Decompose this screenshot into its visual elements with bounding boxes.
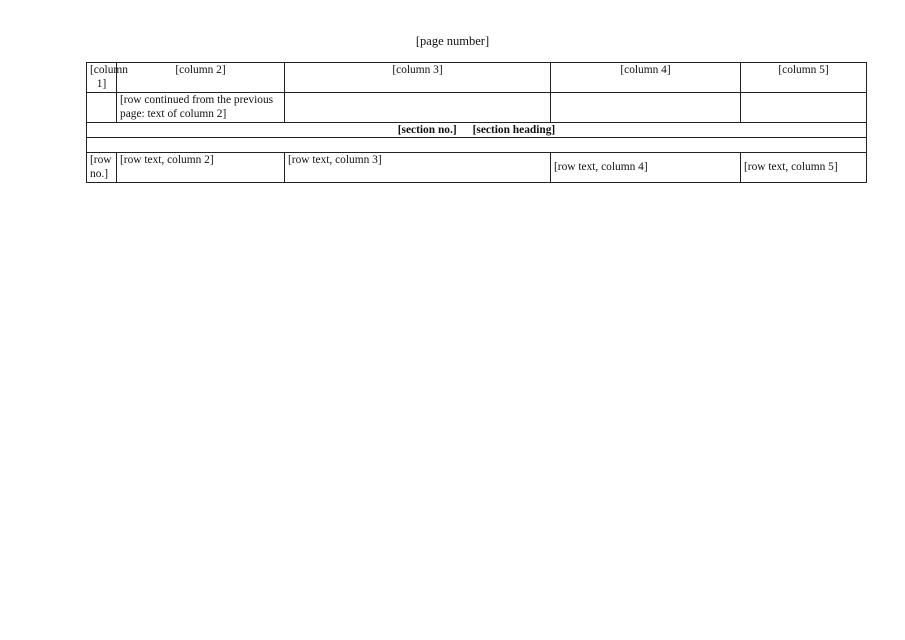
section-heading-row (87, 122, 867, 137)
column-header-4: [column 4] (551, 63, 741, 93)
cell-number: [row no.] (87, 153, 117, 183)
section-title: [section heading] (472, 123, 556, 136)
table-row (87, 92, 867, 122)
column-header-1: [column 1] (87, 63, 117, 93)
document-table (86, 62, 867, 183)
column-header-5: [column 5] (741, 63, 867, 93)
cell-number (87, 92, 117, 122)
cell-deadline: [row text, column 4] (551, 153, 741, 183)
cell-legal-basis: [row text, column 2] (117, 153, 285, 183)
table-row (87, 153, 867, 183)
cell-liability (741, 92, 867, 122)
table-header-row (87, 63, 867, 93)
cell-legal-basis: [row continued from the previous page: text of column 2] (117, 92, 285, 122)
cell-liability: [row text, column 5] (741, 153, 867, 183)
cell-documents (285, 92, 551, 122)
page-number: [page number] (415, 34, 490, 48)
spacer-cell (87, 138, 867, 153)
spacer-row (87, 138, 867, 153)
section-heading (87, 122, 867, 137)
cell-documents: [row text, column 3] (285, 153, 551, 183)
cell-deadline (551, 92, 741, 122)
column-header-3: [column 3] (285, 63, 551, 93)
section-number: [section no.] (397, 123, 457, 136)
column-header-2: [column 2] (117, 63, 285, 93)
